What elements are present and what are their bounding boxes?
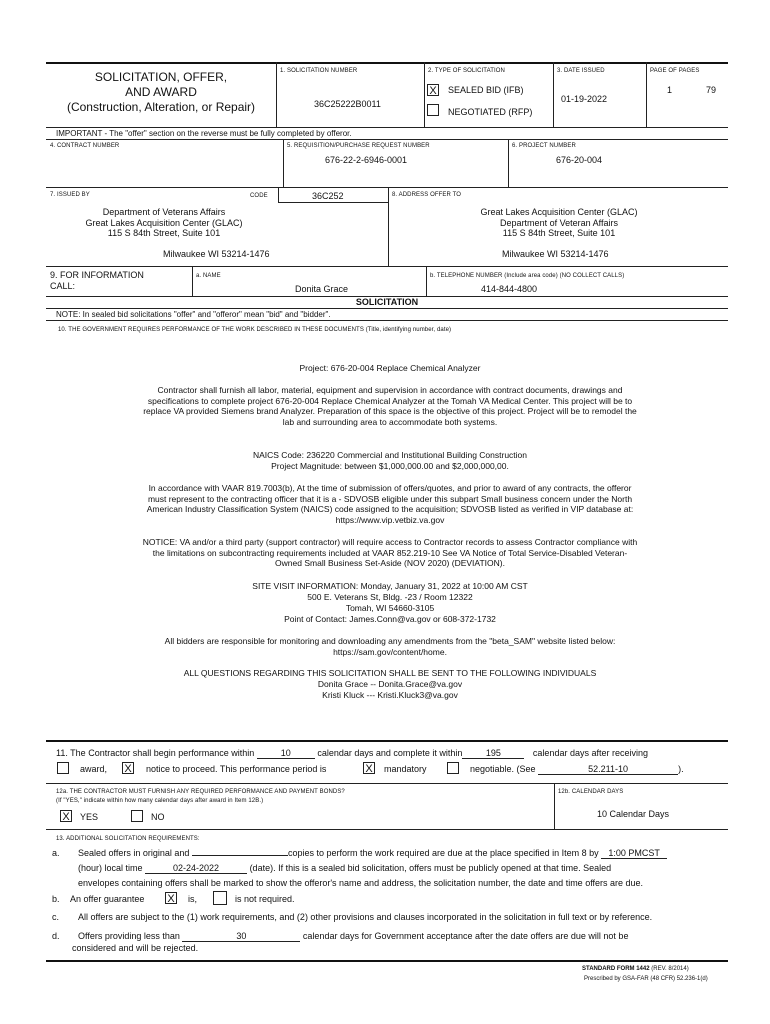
project-title: Project: 676-20-004 Replace Chemical Analyzer bbox=[299, 363, 481, 373]
item13a-line2: (hour) local time 02-24-2022 (date). If this is a sealed bid solicitation, offers must be publicly opened at that time. Sealed bbox=[78, 863, 612, 873]
sealed-bid-label: SEALED BID (IFB) bbox=[448, 85, 524, 95]
calendar-days: 10 Calendar Days bbox=[597, 809, 670, 819]
bottom-rule bbox=[46, 960, 728, 962]
negotiable-checkbox[interactable] bbox=[447, 762, 459, 774]
item11-line1: 11. The Contractor shall begin performance within 10 calendar days and complete it within 195 calendar days after receiving bbox=[56, 748, 648, 758]
sealed-bid-checkbox[interactable]: X bbox=[427, 84, 439, 96]
item13a-letter: a. bbox=[52, 848, 60, 858]
date-label: 3. DATE ISSUED bbox=[557, 68, 605, 74]
contact-2: Kristi Kluck --- Kristi.Kluck3@va.gov bbox=[322, 690, 458, 700]
divider bbox=[553, 62, 554, 127]
mandatory-checkbox[interactable]: X bbox=[363, 762, 375, 774]
project-magnitude: Project Magnitude: between $1,000,000.00 and $2,000,000,00. bbox=[271, 461, 509, 471]
scope-paragraph: Contractor shall furnish all labor, material, equipment and supervision in accordance with contract documents, drawings and specifications to complete project 676-20-004 Replace Chemical Analyzer at the Tomah VA Medical Center. This project will be to replace VA provided Siemens brand Analyzer. Preparation of this space is the objective of this project. Project will be to remodel the lab and surrounding area to accommodate both systems. bbox=[143, 385, 637, 427]
rule bbox=[46, 127, 728, 128]
divider bbox=[508, 139, 509, 187]
issued-label: 7. ISSUED BY bbox=[50, 192, 90, 198]
issued-city: Milwaukee WI 53214-1476 bbox=[163, 249, 270, 259]
contact-1: Donita Grace -- Donita.Grace@va.gov bbox=[317, 679, 463, 689]
info-label: 9. FOR INFORMATION CALL: bbox=[50, 270, 144, 291]
req-label: 5. REQUISITION/PURCHASE REQUEST NUMBER bbox=[287, 143, 430, 149]
see-clause: 52.211-10 bbox=[538, 764, 678, 775]
code-value: 36C252 bbox=[312, 191, 344, 201]
divider bbox=[192, 266, 193, 296]
important-note: IMPORTANT - The "offer" section on the reverse must be fully completed by offeror. bbox=[56, 129, 352, 138]
rule bbox=[46, 187, 728, 188]
divider bbox=[278, 187, 279, 202]
contact-name: Donita Grace bbox=[295, 284, 349, 294]
divider bbox=[426, 266, 427, 296]
vaar-paragraph: In accordance with VAAR 819.7003(b), At the time of submission of offers/quotes, and prior to award of any contracts, the offeror must represent to the contracting officer that it is a - SDVOSB eligible under this subpart Small business concern under the North American Industry Classification System (NAICS) code assigned to the acquisition; SDVOSB listed as verified in VIP database at: https://www.vip.vetbiz.va.gov bbox=[146, 483, 634, 525]
item13-label: 13. ADDITIONAL SOLICITATION REQUIREMENTS: bbox=[56, 836, 200, 842]
divider bbox=[276, 62, 277, 127]
bonds-no-label: NO bbox=[151, 812, 165, 822]
divider bbox=[283, 139, 284, 187]
page-total: 79 bbox=[706, 85, 717, 95]
divider bbox=[646, 62, 647, 127]
guarantee-label: An offer guarantee bbox=[70, 894, 145, 904]
rule bbox=[46, 320, 728, 321]
item10-label: 10. THE GOVERNMENT REQUIRES PERFORMANCE OF THE WORK DESCRIBED IN THESE DOCUMENTS (Title, identifying number, date) bbox=[58, 327, 452, 333]
site-visit-contact: Point of Contact: James.Conn@va.gov or 608-372-1732 bbox=[284, 614, 496, 624]
top-rule bbox=[46, 62, 728, 64]
item13d-line1: Offers providing less than 30 calendar days for Government acceptance after the date offers are due will not be bbox=[78, 931, 629, 941]
negotiated-label: NEGOTIATED (RFP) bbox=[448, 107, 533, 117]
sealed-bid-note: NOTE: In sealed bid solicitations "offer" and "offeror" mean "bid" and "bidder". bbox=[56, 310, 331, 319]
name-label: a. NAME bbox=[196, 273, 221, 279]
address-offer-to: Great Lakes Acquisition Center (GLAC) Department of Veteran Affairs 115 S 84th Street, Suite 101 bbox=[480, 207, 638, 238]
rule bbox=[46, 266, 728, 267]
bonds-yes-label: YES bbox=[80, 812, 99, 822]
project-num: 676-20-004 bbox=[556, 155, 603, 165]
notice-label: notice to proceed. This performance period is bbox=[146, 764, 327, 774]
start-days[interactable]: 10 bbox=[257, 748, 315, 759]
sol-num-label: 1. SOLICITATION NUMBER bbox=[280, 68, 358, 74]
rule bbox=[46, 139, 728, 140]
issued-by-address: Department of Veterans Affairs Great Lakes Acquisition Center (GLAC) 115 S 84th Street, Suite 101 bbox=[85, 207, 243, 238]
site-visit-address: 500 E. Veterans St, Bldg. -23 / Room 12322 bbox=[307, 592, 473, 602]
divider bbox=[278, 202, 388, 203]
sol-num: 36C25222B0011 bbox=[314, 99, 381, 109]
item13c-letter: c. bbox=[52, 912, 60, 922]
item12a-sub: (If "YES," indicate within how many calendar days after award in Item 12B.) bbox=[56, 798, 264, 804]
divider bbox=[424, 62, 425, 127]
form-prescribed: Prescribed by GSA-FAR (48 CFR) 52.236-1(d) bbox=[584, 976, 708, 982]
item12a-label: 12a. THE CONTRACTOR MUST FURNISH ANY REQUIRED PERFORMANCE AND PAYMENT BONDS? bbox=[56, 789, 345, 795]
divider bbox=[554, 783, 555, 829]
item13a-line1: Sealed offers in original and copies to perform the work required are due at the place specified in Item 8 by 1:00 PMCST bbox=[78, 848, 667, 859]
guarantee-is-label: is, bbox=[188, 894, 197, 904]
code-label: CODE bbox=[250, 193, 268, 199]
negotiated-checkbox[interactable] bbox=[427, 104, 439, 116]
divider bbox=[388, 187, 389, 266]
site-visit-city: Tomah, WI 54660-3105 bbox=[345, 603, 435, 613]
item13c-text: All offers are subject to the (1) work requirements, and (2) other provisions and clauses incorporated in the solicitation in full text or by reference. bbox=[78, 912, 653, 922]
project-label: 6. PROJECT NUMBER bbox=[512, 143, 576, 149]
notice-paragraph: NOTICE: VA and/or a third party (support contractor) will require access to Contractor records to assess Contractor compliance with the limitations on subcontracting requirements included at VAAR 852.219-10 See VA Notice of Total Service-Disabled Veteran-Owned Small Business Set-Aside (NOV 2020) (DEVIATION). bbox=[142, 537, 638, 568]
type-label: 2. TYPE OF SOLICITATION bbox=[428, 68, 505, 74]
acceptance-days[interactable]: 30 bbox=[182, 931, 300, 942]
page-label: PAGE OF PAGES bbox=[650, 68, 700, 74]
naics-code: NAICS Code: 236220 Commercial and Institutional Building Construction bbox=[252, 450, 528, 460]
due-date[interactable]: 02-24-2022 bbox=[145, 863, 247, 874]
item13d-line2: considered and will be rejected. bbox=[72, 943, 199, 953]
item12b-label: 12b. CALENDAR DAYS bbox=[558, 789, 624, 795]
address-label: 8. ADDRESS OFFER TO bbox=[392, 192, 462, 198]
phone-label: b. TELEPHONE NUMBER (Include area code) (NO COLLECT CALLS) bbox=[430, 273, 625, 279]
negotiable-label: negotiable. (See 52.211-10 ). bbox=[470, 764, 684, 774]
contact-phone: 414-844-4800 bbox=[481, 284, 538, 294]
req-num: 676-22-2-6946-0001 bbox=[325, 155, 408, 165]
due-time[interactable]: 1:00 PMCST bbox=[601, 848, 667, 859]
amendments-paragraph: All bidders are responsible for monitoring and downloading any amendments from the "beta_SAM" website listed below: https://sam.gov/content/home. bbox=[164, 636, 616, 657]
bonds-yes-checkbox[interactable]: X bbox=[60, 810, 72, 822]
form-id: STANDARD FORM 1442 (REV. 8/2014) bbox=[582, 966, 689, 972]
item13b-letter: b. bbox=[52, 894, 60, 904]
guarantee-not-label: is not required. bbox=[235, 894, 295, 904]
complete-days[interactable]: 195 bbox=[462, 748, 524, 759]
notice-checkbox[interactable]: X bbox=[122, 762, 134, 774]
page-num: 1 bbox=[667, 85, 673, 95]
item13a-line3: envelopes containing offers shall be marked to show the offeror's name and address, the solicitation number, the date and time offers are due. bbox=[78, 878, 644, 888]
form-title: SOLICITATION, OFFER, AND AWARD (Construction, Alteration, or Repair) bbox=[66, 70, 256, 114]
solicitation-heading: SOLICITATION bbox=[355, 297, 419, 307]
copies-field[interactable] bbox=[192, 855, 288, 856]
item13d-letter: d. bbox=[52, 931, 60, 941]
award-label: award, bbox=[80, 764, 108, 774]
bonds-no-checkbox[interactable] bbox=[131, 810, 143, 822]
rule bbox=[46, 829, 728, 830]
rule bbox=[46, 308, 728, 309]
date-issued: 01-19-2022 bbox=[561, 94, 608, 104]
rule bbox=[46, 783, 728, 784]
rule bbox=[46, 740, 728, 742]
address-city: Milwaukee WI 53214-1476 bbox=[502, 249, 609, 259]
site-visit-heading: SITE VISIT INFORMATION: Monday, January 31, 2022 at 10:00 AM CST bbox=[252, 581, 528, 591]
guarantee-not-checkbox[interactable] bbox=[213, 891, 227, 905]
questions-heading: ALL QUESTIONS REGARDING THIS SOLICITATION SHALL BE SENT TO THE FOLLOWING INDIVIDUALS bbox=[183, 668, 597, 678]
mandatory-label: mandatory bbox=[384, 764, 427, 774]
award-checkbox[interactable] bbox=[57, 762, 69, 774]
guarantee-is-checkbox[interactable]: X bbox=[165, 892, 177, 904]
contract-label: 4. CONTRACT NUMBER bbox=[50, 143, 120, 149]
